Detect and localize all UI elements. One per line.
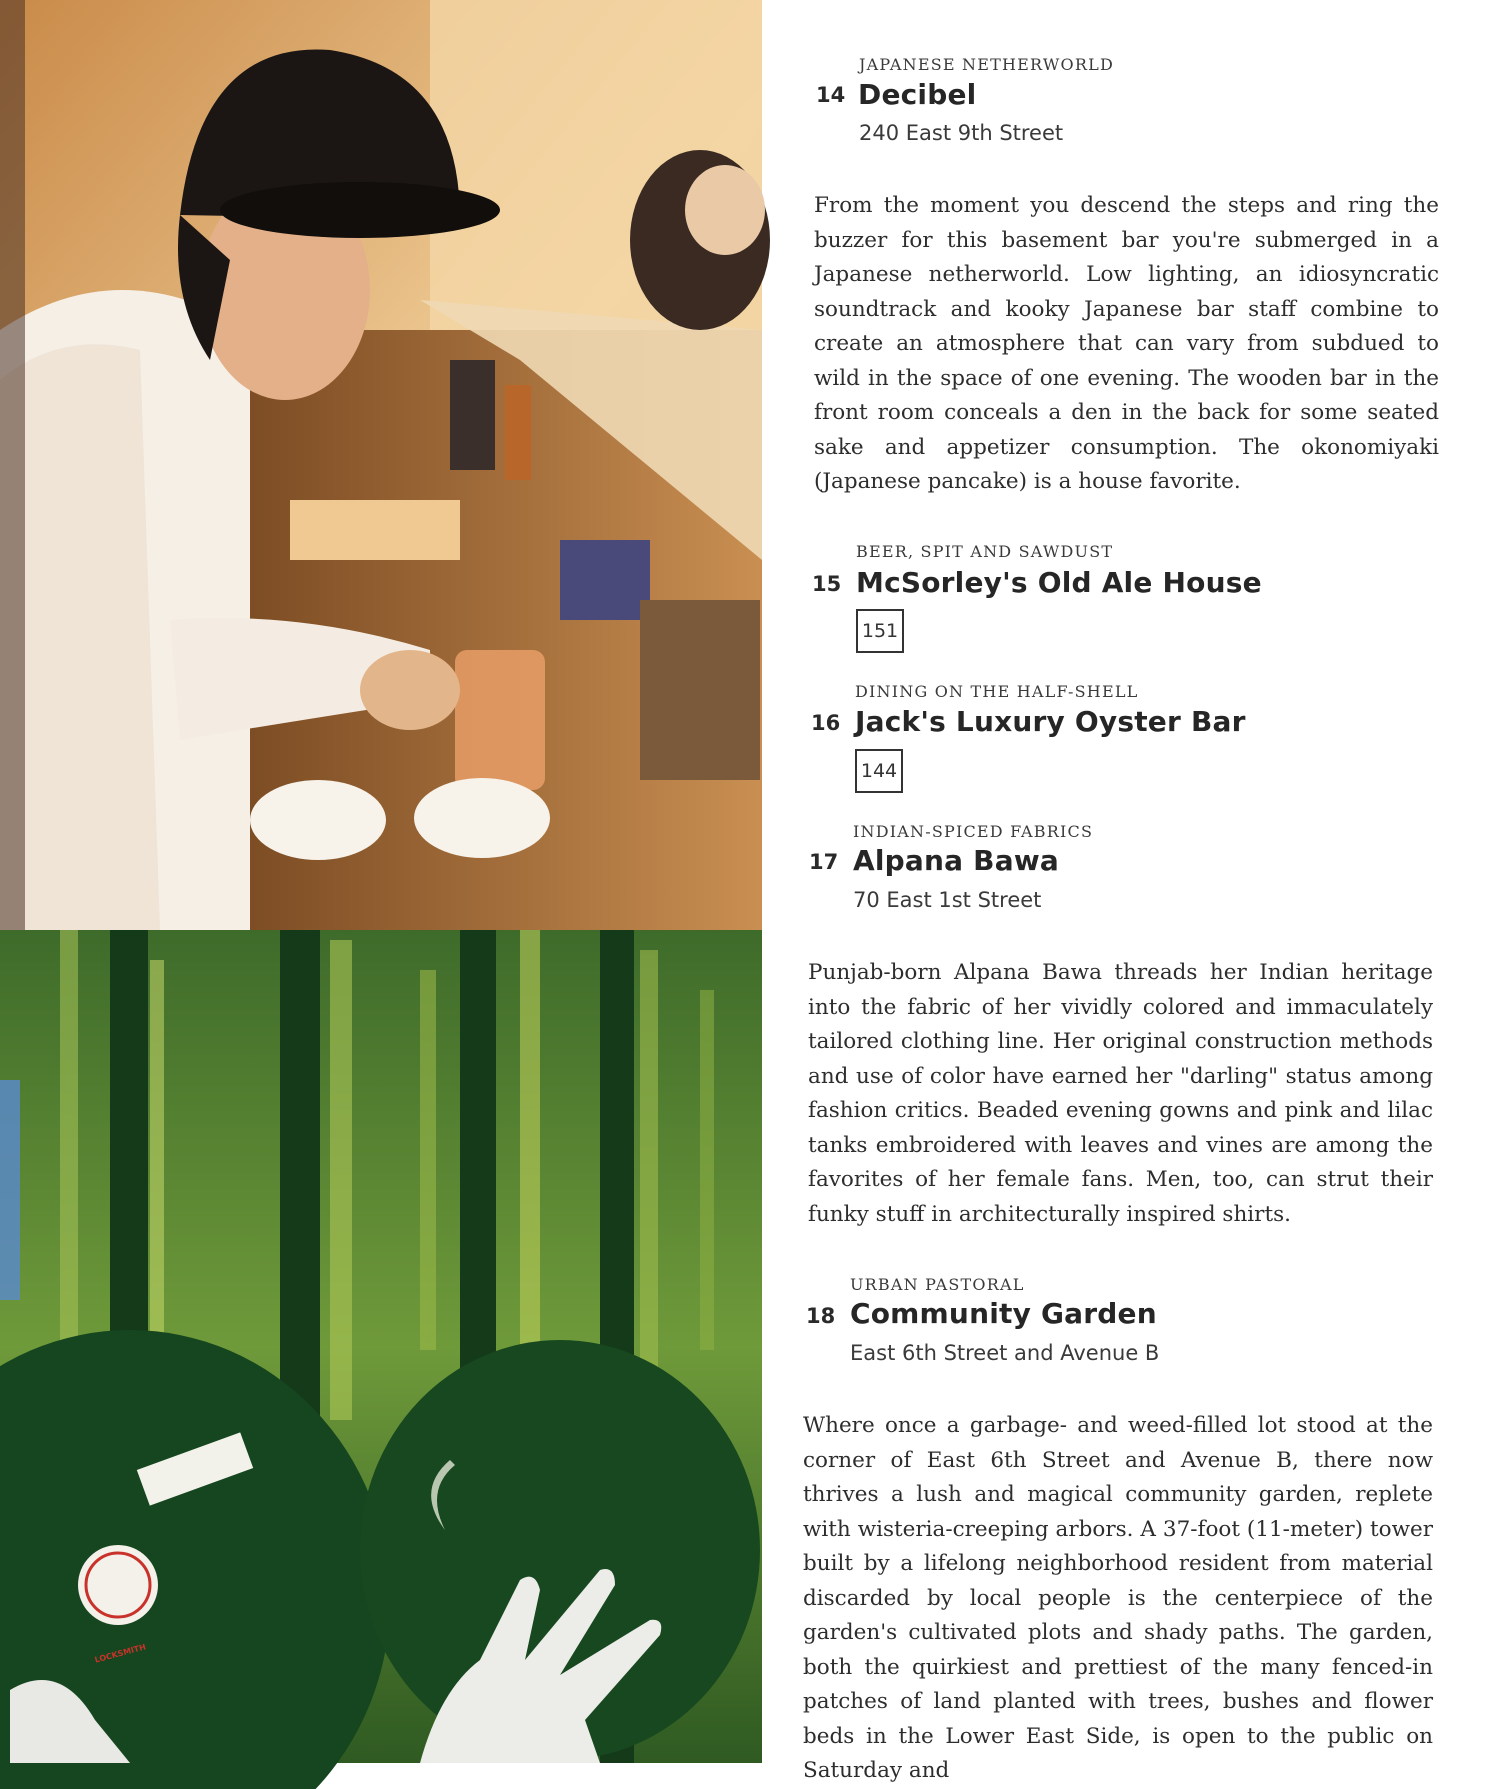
text-column (762, 0, 1500, 1783)
entry-number: 16 (811, 711, 841, 735)
entry-number: 14 (816, 83, 846, 107)
page-reference-box: 144 (855, 749, 903, 793)
entry-name: Decibel (858, 78, 977, 111)
entry-name: Jack's Luxury Oyster Bar (855, 705, 1246, 738)
photo-garden-fence (0, 930, 762, 1763)
entry-name: McSorley's Old Ale House (856, 566, 1262, 599)
entry-description: Where once a garbage- and weed-filled lot stood at the corner of East 6th Street and Avenue B, there now thrives a lush and magical community garden, replete with wisteria-creeping arbors. A 37-foot (11-meter) tower built by a lifelong neighborhood resident from material discarded by local people is the centerpiece of the garden's cultivated plots and shady paths. The garden, both the quirkiest and prettiest of the many fenced-in patches of land planted with trees, bushes and flower beds in the Lower East Side, is open to the public on Saturday and (803, 1413, 1433, 1783)
entry-address: 70 East 1st Street (853, 888, 1042, 912)
entry-address: 240 East 9th Street (859, 121, 1064, 145)
locksmith-sticker-text: LOCKSMITH (93, 1642, 147, 1665)
entry-kicker: INDIAN-SPICED FABRICS (853, 822, 1094, 841)
entry-kicker: JAPANESE NETHERWORLD (859, 55, 1114, 74)
page-reference-box: 151 (856, 609, 904, 653)
entry-number: 17 (809, 850, 839, 874)
entry-number: 15 (812, 572, 842, 596)
photo-chef-at-bar (0, 0, 762, 930)
entry-kicker: URBAN PASTORAL (850, 1275, 1025, 1294)
entry-name: Community Garden (850, 1297, 1157, 1330)
entry-description: Punjab-born Alpana Bawa threads her Indian heritage into the fabric of her vividly colored and immaculately tailored clothing line. Her original construction methods and use of color have earned her "darling" status among fashion critics. Beaded evening gowns and pink and lilac tanks embroidered with leaves and vines are among the favorites of her female fans. Men, too, can strut their funky stuff in architecturally inspired shirts. (808, 960, 1433, 1227)
entry-number: 18 (806, 1304, 836, 1328)
entry-address: East 6th Street and Avenue B (850, 1341, 1160, 1365)
entry-description: From the moment you descend the steps and ring the buzzer for this basement bar you're submerged in a Japanese netherworld. Low lighting, an idiosyncratic soundtrack and kooky Japanese bar staff combine to create an atmosphere that can vary from subdued to wild in the space of one evening. The wooden bar in the front room conceals a den in the back for some seated sake and appetizer consumption. The okonomiyaki (Japanese pancake) is a house favorite. (814, 193, 1439, 494)
entry-kicker: BEER, SPIT AND SAWDUST (856, 542, 1114, 561)
entry-name: Alpana Bawa (853, 844, 1059, 877)
entry-kicker: DINING ON THE HALF-SHELL (855, 682, 1139, 701)
